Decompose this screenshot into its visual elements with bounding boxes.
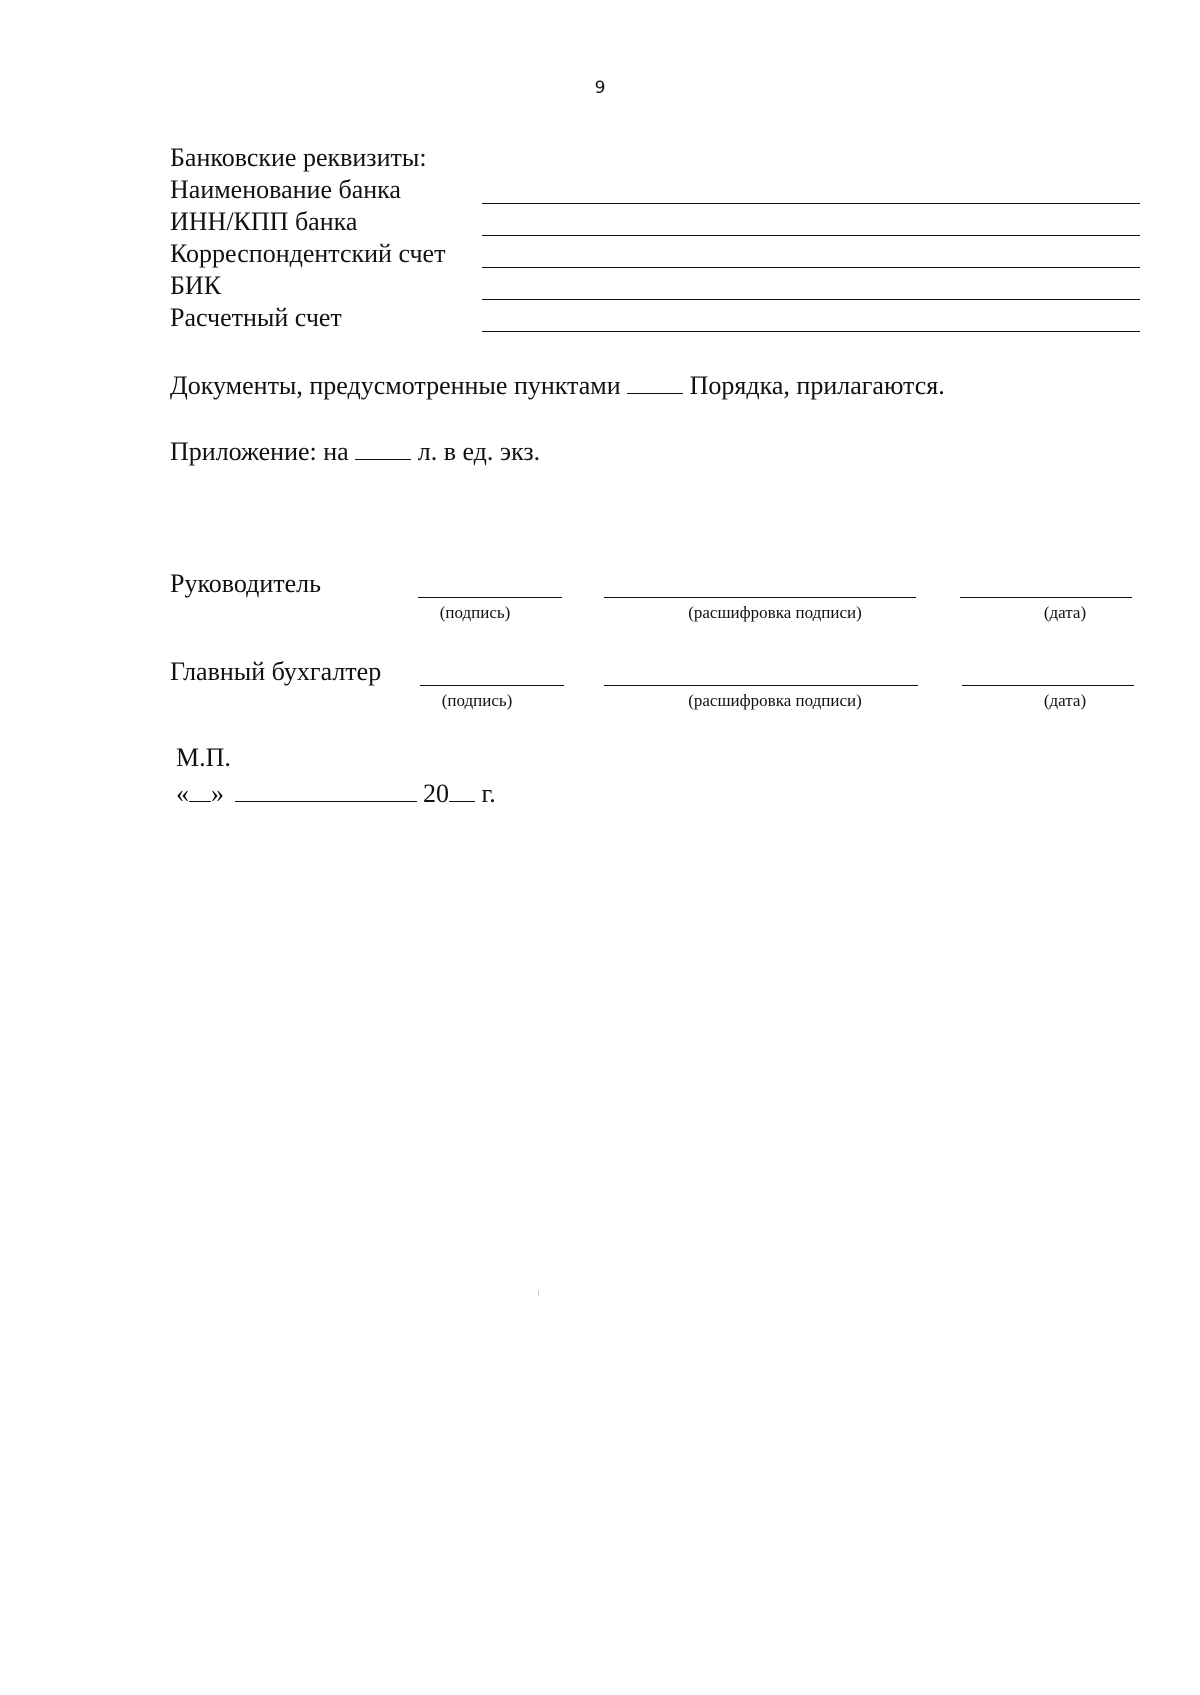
accountant-signature-date-field[interactable] [962,685,1134,686]
date-year-prefix: 20 [423,779,449,808]
bank-name-label: Наименование банка [170,175,401,204]
scan-artifact-mark [538,1290,539,1296]
page-number: 9 [594,78,606,98]
correspondent-account-field[interactable] [482,267,1140,268]
correspondent-account-label: Корреспондентский счет [170,239,446,268]
accountant-signature-caption: (подпись) [441,691,513,710]
date-quote-close: » [211,779,224,808]
accountant-signature-field[interactable] [420,685,564,686]
head-date-caption: (дата) [1043,603,1087,622]
head-signature-role: Руководитель [170,569,321,598]
date-month-field[interactable] [235,800,417,802]
accountant-date-caption: (дата) [1043,691,1087,710]
attachment-text-before: Приложение: на [170,437,349,466]
settlement-account-field[interactable] [482,331,1140,332]
accountant-signature-name-field[interactable] [604,685,918,686]
accountant-signature-role: Главный бухгалтер [170,657,382,686]
date-year-suffix: г. [481,779,496,808]
bik-field[interactable] [482,299,1140,300]
date-year-field[interactable] [449,800,475,802]
accountant-name-caption: (расшифровка подписи) [688,691,862,710]
bank-details-heading: Банковские реквизиты: [170,143,427,172]
documents-text-before: Документы, предусмотренные пунктами [170,371,621,400]
bank-name-field[interactable] [482,203,1140,204]
head-signature-date-field[interactable] [960,597,1132,598]
head-name-caption: (расшифровка подписи) [688,603,862,622]
bank-inn-kpp-field[interactable] [482,235,1140,236]
attachment-sentence [170,437,540,467]
documents-points-field[interactable] [627,392,683,394]
documents-sentence [170,371,945,401]
date-quote-open: « [176,779,189,808]
head-signature-name-field[interactable] [604,597,916,598]
bank-inn-kpp-label: ИНН/КПП банка [170,207,358,236]
attachment-text-after: л. в ед. экз. [417,437,541,466]
attachment-sheets-field[interactable] [355,458,411,460]
head-signature-field[interactable] [418,597,562,598]
settlement-account-label: Расчетный счет [170,303,342,332]
bik-label: БИК [170,271,222,300]
documents-text-after: Порядка, прилагаются. [689,371,945,400]
stamp-place-label: М.П. [176,743,231,772]
date-line [176,779,496,809]
date-day-field[interactable] [189,800,211,802]
head-signature-caption: (подпись) [439,603,511,622]
